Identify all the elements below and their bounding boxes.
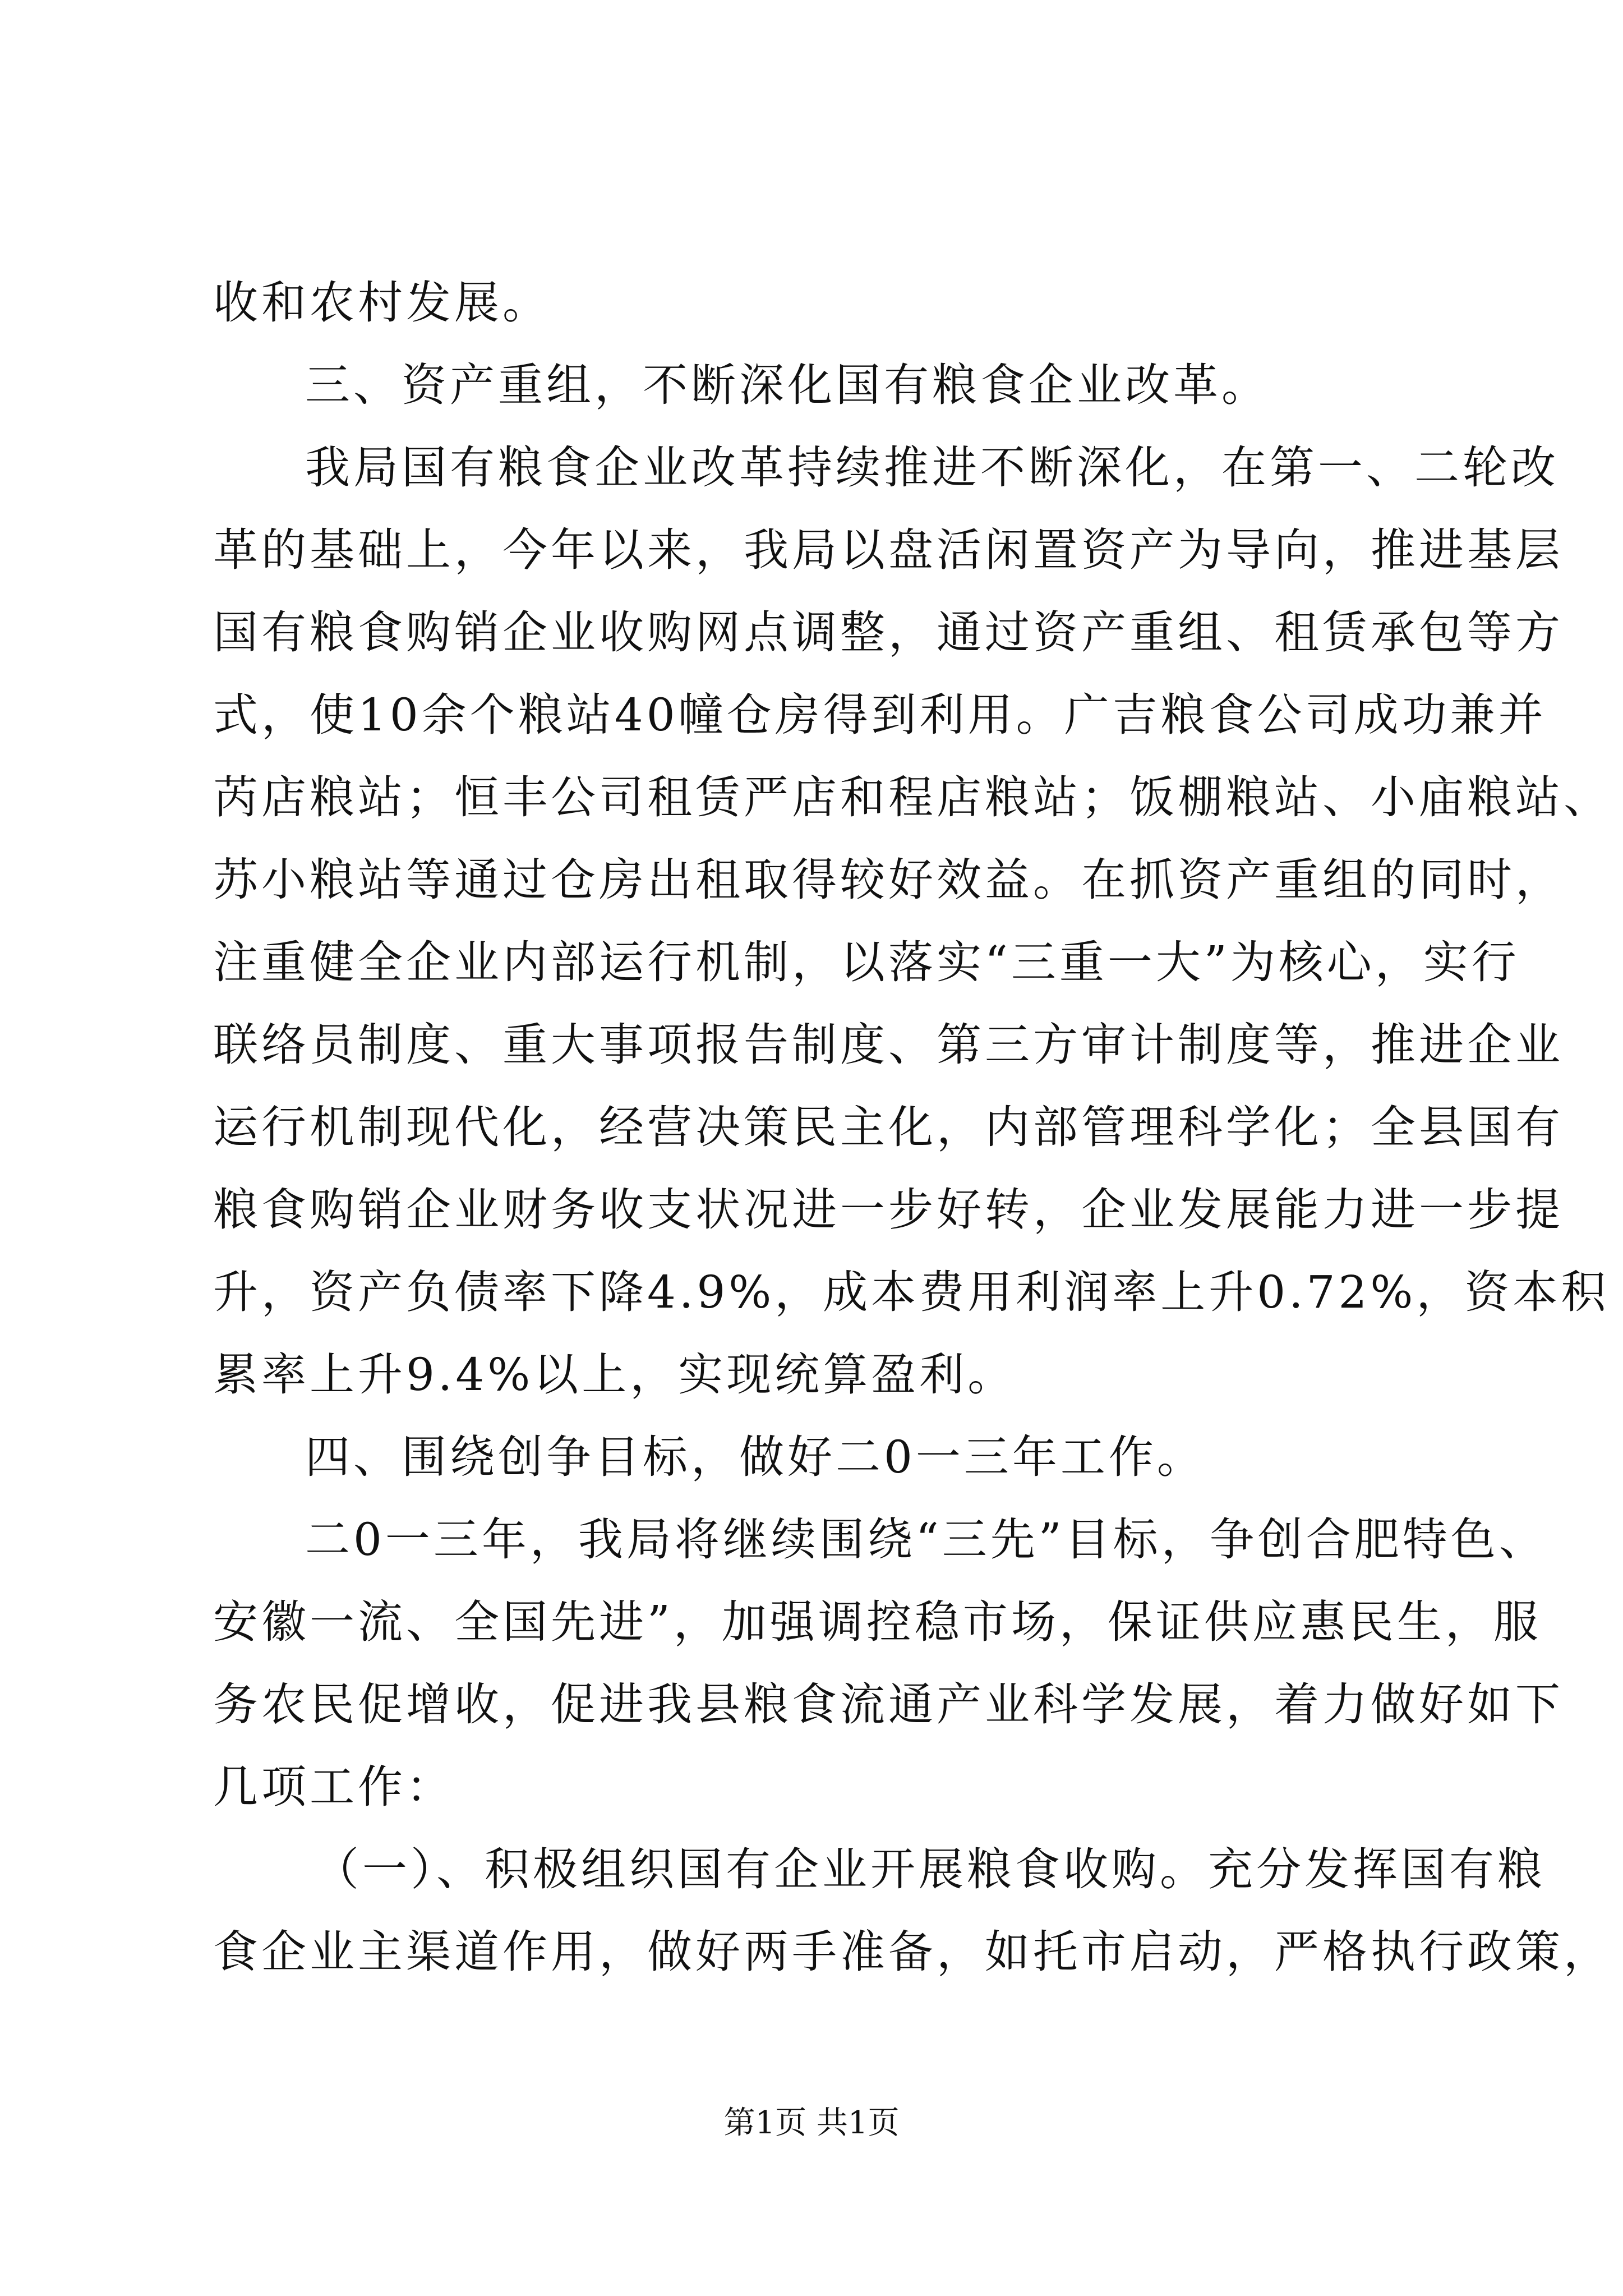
paragraph-line: 二0一三年，我局将继续围绕“三先”目标，争创合肥特色、 — [305, 1513, 1547, 1566]
paragraph-line: 粮食购销企业财务收支状况进一步好转，企业发展能力进一步提 — [213, 1184, 1564, 1236]
paragraph-line: 食企业主渠道作用，做好两手准备，如托市启动，严格执行政策， — [213, 1926, 1612, 1978]
page-footer — [0, 2104, 1623, 2143]
paragraph-line: 务农民促增收，促进我县粮食流通产业科学发展，着力做好如下 — [213, 1678, 1564, 1731]
paragraph-line: 累率上升9.4%以上，实现统算盈利。 — [213, 1349, 1016, 1401]
paragraph-line: 注重健全企业内部运行机制，以落实“三重一大”为核心，实行 — [213, 936, 1520, 988]
paragraph-line: 苏小粮站等通过仓房出租取得较好效益。在抓资产重组的同时， — [213, 854, 1564, 906]
paragraph-line: 式，使10余个粮站40幢仓房得到利用。广吉粮食公司成功兼并 — [213, 689, 1547, 741]
paragraph-line: 革的基础上，今年以来，我局以盘活闲置资产为导向，推进基层 — [213, 524, 1564, 576]
section-heading: 三、资产重组，不断深化国有粮食企业改革。 — [305, 359, 1270, 411]
paragraph-line: 运行机制现代化，经营决策民主化，内部管理科学化；全县国有 — [213, 1101, 1564, 1153]
text-line: 收和农村发展。 — [213, 277, 551, 329]
paragraph-line: 几项工作： — [213, 1761, 454, 1813]
paragraph-line: 升，资产负债率下降4.9%，成本费用利润率上升0.72%，资本积 — [213, 1266, 1610, 1318]
paragraph-line: （一）、积极组织国有企业开展粮食收购。充分发挥国有粮 — [314, 1843, 1546, 1895]
paragraph-line: 芮店粮站；恒丰公司租赁严店和程店粮站；饭棚粮站、小庙粮站、 — [213, 771, 1612, 823]
paragraph-line: 我局国有粮食企业改革持续推进不断深化，在第一、二轮改 — [305, 441, 1559, 494]
paragraph-line: 安徽一流、全国先进”，加强调控稳市场，保证供应惠民生，服 — [213, 1596, 1542, 1648]
page-number-label: 第1页 共1页 — [723, 2105, 900, 2141]
section-heading: 四、围绕创争目标，做好二0一三年工作。 — [305, 1431, 1205, 1483]
paragraph-line: 联络员制度、重大事项报告制度、第三方审计制度等，推进企业 — [213, 1019, 1564, 1071]
paragraph-line: 国有粮食购销企业收购网点调整，通过资产重组、租赁承包等方 — [213, 606, 1564, 659]
